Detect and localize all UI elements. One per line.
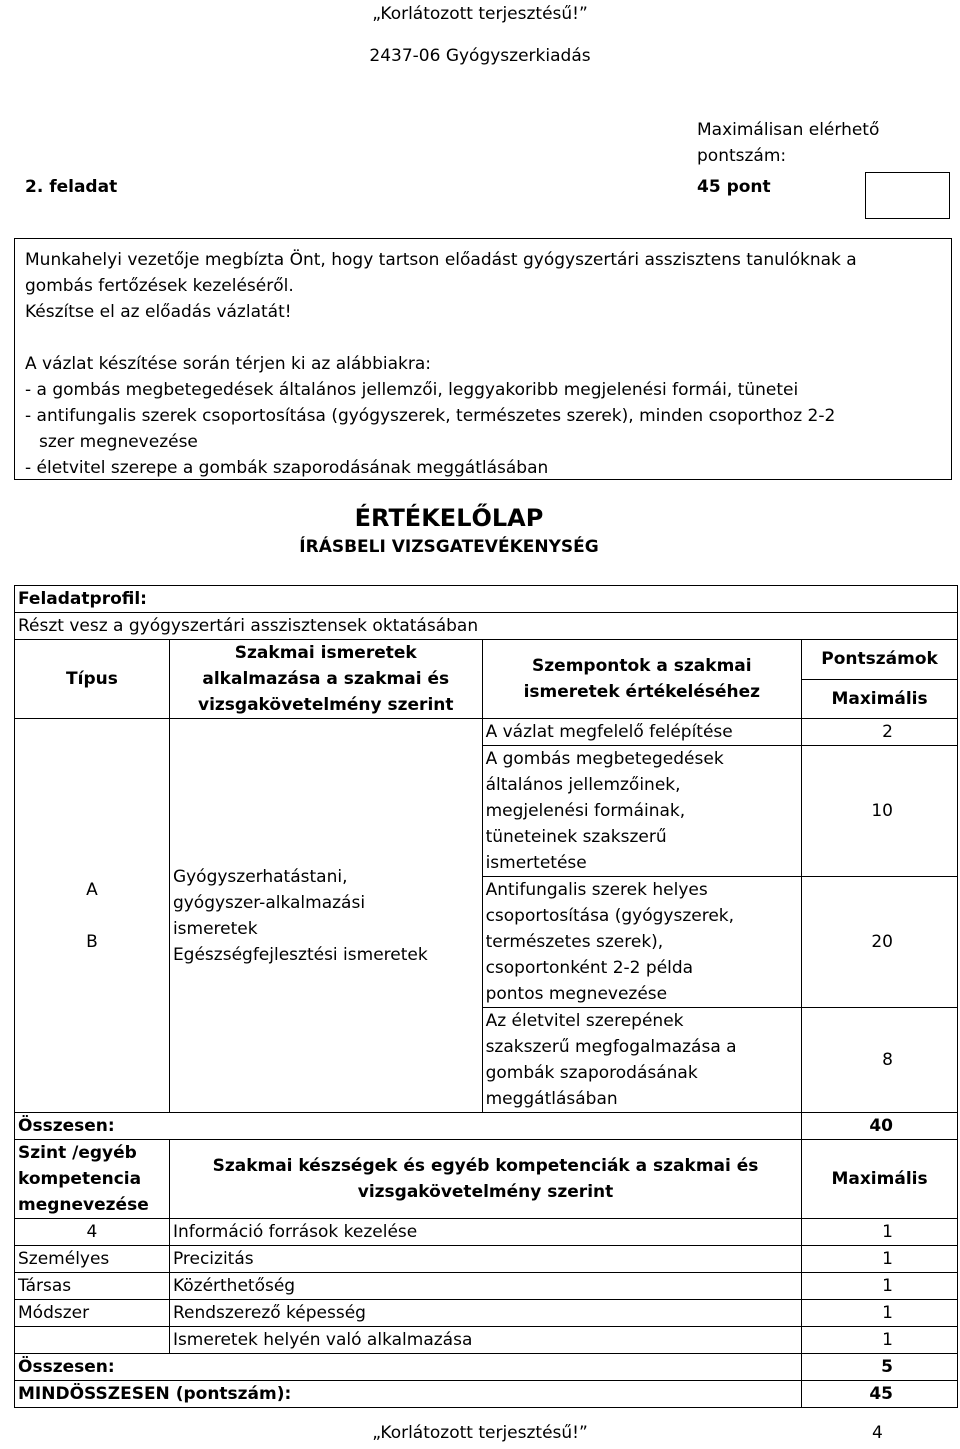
- criterion-line: meggátlásában: [485, 1089, 618, 1109]
- col-header-max: Maximális: [802, 679, 958, 719]
- subtotal1-value: 40: [802, 1113, 958, 1140]
- instruction: A vázlat készítése során térjen ki az alábbiakra:: [25, 354, 431, 374]
- document-code-title: 2437-06 Gyógyszerkiadás: [369, 46, 591, 66]
- header-line: megnevezése: [18, 1195, 149, 1215]
- criterion-points: 10: [802, 746, 958, 877]
- bullet: - életvitel szerepe a gombák szaporodásának meggátlásában: [25, 458, 549, 478]
- criterion-line: általános jellemzőinek,: [485, 775, 681, 795]
- type-cell: [15, 719, 170, 1113]
- skill-points: 1: [802, 1327, 958, 1354]
- criterion-line: Antifungalis szerek helyes: [485, 880, 708, 900]
- col-header-points: Pontszámok: [802, 640, 958, 680]
- criterion-line: megjelenési formáinak,: [485, 801, 686, 821]
- bullet: - a gombás megbetegedések általános jellemzői, leggyakoribb megjelenési formái, tünetei: [25, 380, 799, 400]
- skill-name: Információ források kezelése: [169, 1219, 801, 1246]
- header-line: Szempontok a szakmai: [532, 656, 752, 676]
- max-points-label-2: pontszám:: [697, 146, 787, 166]
- skill-name: Ismeretek helyén való alkalmazása: [169, 1327, 801, 1354]
- criterion-line: pontos megnevezése: [485, 984, 668, 1004]
- criterion-line: csoportosítása (gyógyszerek,: [485, 906, 735, 926]
- criterion-cell: [482, 877, 802, 1008]
- header-line: vizsgakövetelmény szerint: [197, 695, 454, 715]
- criterion-line: természetes szerek),: [485, 932, 664, 952]
- criterion-points: 20: [802, 877, 958, 1008]
- criterion-line: szakszerű megfogalmazása a: [485, 1037, 737, 1057]
- criterion-line: A gombás megbetegedések: [485, 749, 724, 769]
- criterion-line: csoportonként 2-2 példa: [485, 958, 694, 978]
- type-a: A: [86, 879, 98, 900]
- col-header-criteria: [482, 640, 802, 719]
- header-line: Szint /egyéb: [18, 1143, 137, 1163]
- evaluation-subtitle: ÍRÁSBELI VIZSGATEVÉKENYSÉG: [299, 537, 599, 557]
- skills-header: [169, 1140, 801, 1219]
- page-number: 4: [872, 1423, 883, 1443]
- skills-max-header: Maximális: [802, 1140, 958, 1219]
- header-line: vizsgakövetelmény szerint: [357, 1182, 614, 1202]
- skill-name: Precizitás: [169, 1246, 801, 1273]
- score-entry-box[interactable]: [865, 172, 950, 219]
- subtotal1-label: Összesen:: [15, 1113, 802, 1140]
- header-line: alkalmazása a szakmai és: [202, 669, 450, 689]
- knowledge-cell: [169, 719, 482, 1113]
- evaluation-table: [14, 585, 958, 1408]
- criterion-line: tüneteinek szakszerű: [485, 827, 667, 847]
- criterion-line: ismertetése: [485, 853, 587, 873]
- restriction-header: „Korlátozott terjesztésű!”: [372, 4, 588, 24]
- criterion-line: A vázlat megfelelő felépítése: [485, 722, 733, 742]
- restriction-footer: „Korlátozott terjesztésű!”: [372, 1423, 588, 1443]
- skill-level: [15, 1327, 170, 1354]
- criterion-line: Az életvitel szerepének: [485, 1011, 684, 1031]
- evaluation-title: ÉRTÉKELŐLAP: [354, 504, 544, 532]
- criterion-line: gombák szaporodásának: [485, 1063, 698, 1083]
- max-points-label-1: Maximálisan elérhető: [697, 120, 880, 140]
- skill-level: Személyes: [15, 1246, 170, 1273]
- skill-level: Módszer: [15, 1300, 170, 1327]
- knowledge-item: Gyógyszerhatástani,: [172, 866, 348, 887]
- profile-text: Részt vesz a gyógyszertári asszisztensek oktatásában: [15, 613, 958, 640]
- criterion-points: 8: [802, 1008, 958, 1113]
- criterion-cell: [482, 719, 802, 746]
- grand-total-value: 45: [802, 1381, 958, 1408]
- header-line: kompetencia: [18, 1169, 142, 1189]
- skill-level: 4: [15, 1219, 170, 1246]
- col-header-knowledge: [169, 640, 482, 719]
- intro-line: Készítse el az előadás vázlatát!: [25, 302, 292, 322]
- skill-name: Rendszerező képesség: [169, 1300, 801, 1327]
- skill-points: 1: [802, 1246, 958, 1273]
- skill-points: 1: [802, 1300, 958, 1327]
- header-line: Szakmai ismeretek: [234, 643, 417, 663]
- criterion-cell: [482, 1008, 802, 1113]
- type-b: B: [86, 931, 98, 952]
- knowledge-item: Egészségfejlesztési ismeretek: [172, 944, 428, 965]
- bullet: - antifungalis szerek csoportosítása (gyógyszerek, természetes szerek), minden csoporthoz 2-2: [25, 406, 836, 426]
- profile-label: Feladatprofil:: [15, 586, 958, 613]
- col-header-type: Típus: [15, 640, 170, 719]
- skill-points: 1: [802, 1219, 958, 1246]
- intro-line: gombás fertőzések kezeléséről.: [25, 276, 294, 296]
- skill-level: Társas: [15, 1273, 170, 1300]
- grand-total-label: MINDÖSSZESEN (pontszám):: [15, 1381, 802, 1408]
- header-line: ismeretek értékeléséhez: [523, 682, 761, 702]
- task-points: 45 pont: [697, 177, 771, 197]
- skill-points: 1: [802, 1273, 958, 1300]
- bullet: szer megnevezése: [39, 432, 198, 452]
- task-title: 2. feladat: [25, 177, 118, 197]
- subtotal2-value: 5: [802, 1354, 958, 1381]
- level-header: [15, 1140, 170, 1219]
- knowledge-item: ismeretek: [172, 918, 258, 939]
- subtotal2-label: Összesen:: [15, 1354, 802, 1381]
- criterion-cell: [482, 746, 802, 877]
- header-line: Szakmai készségek és egyéb kompetenciák a szakmai és: [212, 1156, 759, 1176]
- task-description-box: [14, 238, 952, 480]
- knowledge-item: gyógyszer-alkalmazási: [172, 892, 366, 913]
- skill-name: Közérthetőség: [169, 1273, 801, 1300]
- intro-line: Munkahelyi vezetője megbízta Önt, hogy tartson előadást gyógyszertári asszisztens tanulóknak a: [25, 250, 857, 270]
- criterion-points: 2: [802, 719, 958, 746]
